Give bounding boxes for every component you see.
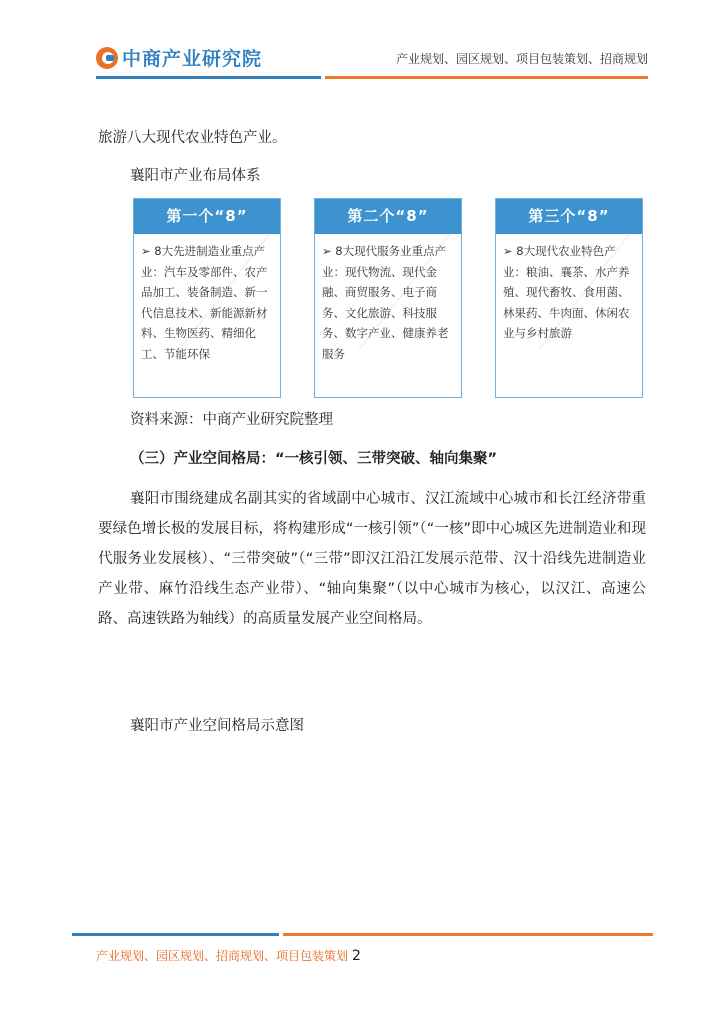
text-line-top: 旅游八大现代农业特色产业。 <box>98 130 287 146</box>
industry-box-title: 第二个“8” <box>315 199 461 234</box>
footer-rule-orange <box>283 933 653 936</box>
figure-title-layout: 襄阳市产业布局体系 <box>130 168 261 184</box>
figure-title-spatial: 襄阳市产业空间格局示意图 <box>130 718 304 734</box>
industry-box-text: ➢ 8大现代农业特色产业：粮油、襄茶、水产养殖、现代畜牧、食用菌、林果药、牛肉面、休闲农业与乡村旅游 <box>503 244 630 340</box>
page-number: 2 <box>352 948 361 964</box>
industry-box-1 <box>133 198 281 398</box>
logo-text: 中商产业研究院 <box>122 48 263 70</box>
logo <box>96 44 262 71</box>
header-rule-blue <box>96 76 321 79</box>
logo-icon <box>96 47 118 69</box>
industry-box-2 <box>314 198 462 398</box>
header-rule-orange <box>325 76 648 79</box>
footer-tagline: 产业规划、园区规划、招商规划、项目包装策划 <box>96 949 349 963</box>
header-tagline: 产业规划、园区规划、项目包装策划、招商规划 <box>395 52 648 66</box>
page-footer <box>96 947 361 964</box>
body-paragraph: 襄阳市围绕建成名副其实的省域副中心城市、汉江流域中心城市和长江经济带重要绿色增长极的发展目标，将构建形成“一核引领”（“一核”即中心城区先进制造业和现代服务业发展核）、“三带突破”（“三带”即汉江沿江发展示范带、汉十沿线先进制造业产业带、麻竹沿线生态产业带）、“轴向集聚”（以中心城市为核心，以汉江、高速公路、高速铁路为轴线）的高质量发展产业空间格局。 <box>98 491 646 627</box>
industry-box-text: ➢ 8大现代服务业重点产业：现代物流、现代金融、商贸服务、电子商务、文化旅游、科技服务、数字产业、健康养老服务 <box>322 244 449 361</box>
page-header <box>0 0 724 90</box>
industry-box-title: 第三个“8” <box>496 199 642 234</box>
section-heading: （三）产业空间格局：“一核引领、三带突破、轴向集聚” <box>130 451 498 467</box>
footer-rule-blue <box>72 933 279 936</box>
figure-source: 资料来源：中商产业研究院整理 <box>130 412 333 428</box>
industry-box-text: ➢ 8大先进制造业重点产业：汽车及零部件、农产品加工、装备制造、新一代信息技术、新能源新材料、生物医药、精细化工、节能环保 <box>141 244 268 361</box>
industry-box-title: 第一个“8” <box>134 199 280 234</box>
industry-box-3 <box>495 198 643 398</box>
